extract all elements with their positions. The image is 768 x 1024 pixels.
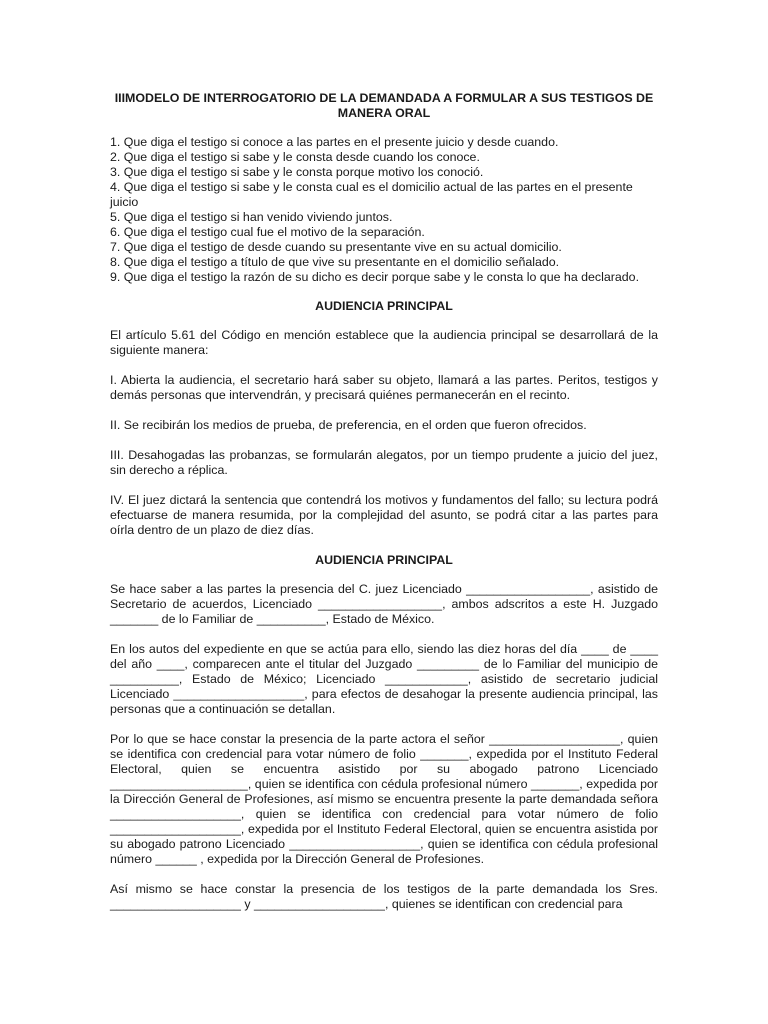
question-item: 3. Que diga el testigo si sabe y le consta porque motivo los conoció. (110, 165, 484, 179)
procedure-item: II. Se recibirán los medios de prueba, de preferencia, en el orden que fueron ofrecidos. (110, 418, 587, 432)
question-item: 6. Que diga el testigo cual fue el motivo de la separación. (110, 225, 425, 239)
procedure-item: IV. El juez dictará la sentencia que contendrá los motivos y fundamentos del fallo; su lectura podrá efectuarse de manera resumida, por la complejidad del asunto, se podrá citar a las partes para oírla dentro de un plazo de diez días. (110, 493, 658, 537)
hearing-paragraph: Se hace saber a las partes la presencia del C. juez Licenciado __________________, asistido de Secretario de acuerdos, Licenciado __________________, ambos adscritos a este H. Juzgado _______ de lo Familiar de __________, Estado de México. (110, 582, 658, 626)
question-item: 9. Que diga el testigo la razón de su dicho es decir porque sabe y le consta lo que ha declarado. (110, 270, 640, 284)
hearing-paragraph: En los autos del expediente en que se actúa para ello, siendo las diez horas del día ____ de ____ del año ____, comparecen ante el titular del Juzgado _________ de lo Familiar del municipio de __________, Estado de México; Licenciado ____________, asistido de secretario judicial Licenciado ___________________, para efectos de desahogar la presente audiencia principal, las personas que a continuación se detallan. (110, 642, 658, 716)
question-item: 8. Que diga el testigo a título de que vive su presentante en el domicilio señalado. (110, 255, 560, 269)
question-item: 7. Que diga el testigo de desde cuando su presentante vive en su actual domicilio. (110, 240, 562, 254)
question-item: 2. Que diga el testigo si sabe y le consta desde cuando los conoce. (110, 150, 480, 164)
page-title: IIIMODELO DE INTERROGATORIO DE LA DEMANDADA A FORMULAR A SUS TESTIGOS DE MANERA ORAL (114, 91, 654, 120)
hearing-paragraph: Así mismo se hace constar la presencia de los testigos de la parte demandada los Sres. ___________________ y ___________________, quienes se identifican con credencial para (110, 882, 658, 911)
procedure-item: I. Abierta la audiencia, el secretario hará saber su objeto, llamará a las partes. Peritos, testigos y demás personas que intervendrán, y precisará quiénes permanecerán en el recinto. (110, 373, 658, 402)
document-body (110, 91, 658, 927)
question-list (110, 135, 658, 285)
question-item: 1. Que diga el testigo si conoce a las partes en el presente juicio y desde cuando. (110, 135, 559, 149)
question-item: 5. Que diga el testigo si han venido viviendo juntos. (110, 210, 393, 224)
hearing-paragraph: Por lo que se hace constar la presencia de la parte actora el señor ___________________, quien se identifica con credencial para votar número de folio _______, expedida por el Instituto Federal Electoral, quien se encuentra asistido por su abogado patrono Licenciado ____________________, quien se identifica con cédula profesional número _______, expedida por la Dirección General de Profesiones, así mismo se encuentra presente la parte demandada señora ___________________, quien se identifica con credencial para votar número de folio ___________________, expedida por el Instituto Federal Electoral, quien se encuentra asistida por su abogado patrono Licenciado ___________________, quien se identifica con cédula profesional número ______ , expedida por la Dirección General de Profesiones. (110, 732, 658, 866)
question-item: 4. Que diga el testigo si sabe y le consta cual es el domicilio actual de las partes en el presente juicio (110, 180, 633, 209)
section-heading-audiencia-1: AUDIENCIA PRINCIPAL (315, 299, 453, 313)
section-heading-audiencia-2: AUDIENCIA PRINCIPAL (315, 553, 453, 567)
section-intro-paragraph: El artículo 5.61 del Código en mención establece que la audiencia principal se desarrollará de la siguiente manera: (110, 328, 658, 357)
procedure-item: III. Desahogadas las probanzas, se formularán alegatos, por un tiempo prudente a juicio del juez, sin derecho a réplica. (110, 448, 658, 477)
